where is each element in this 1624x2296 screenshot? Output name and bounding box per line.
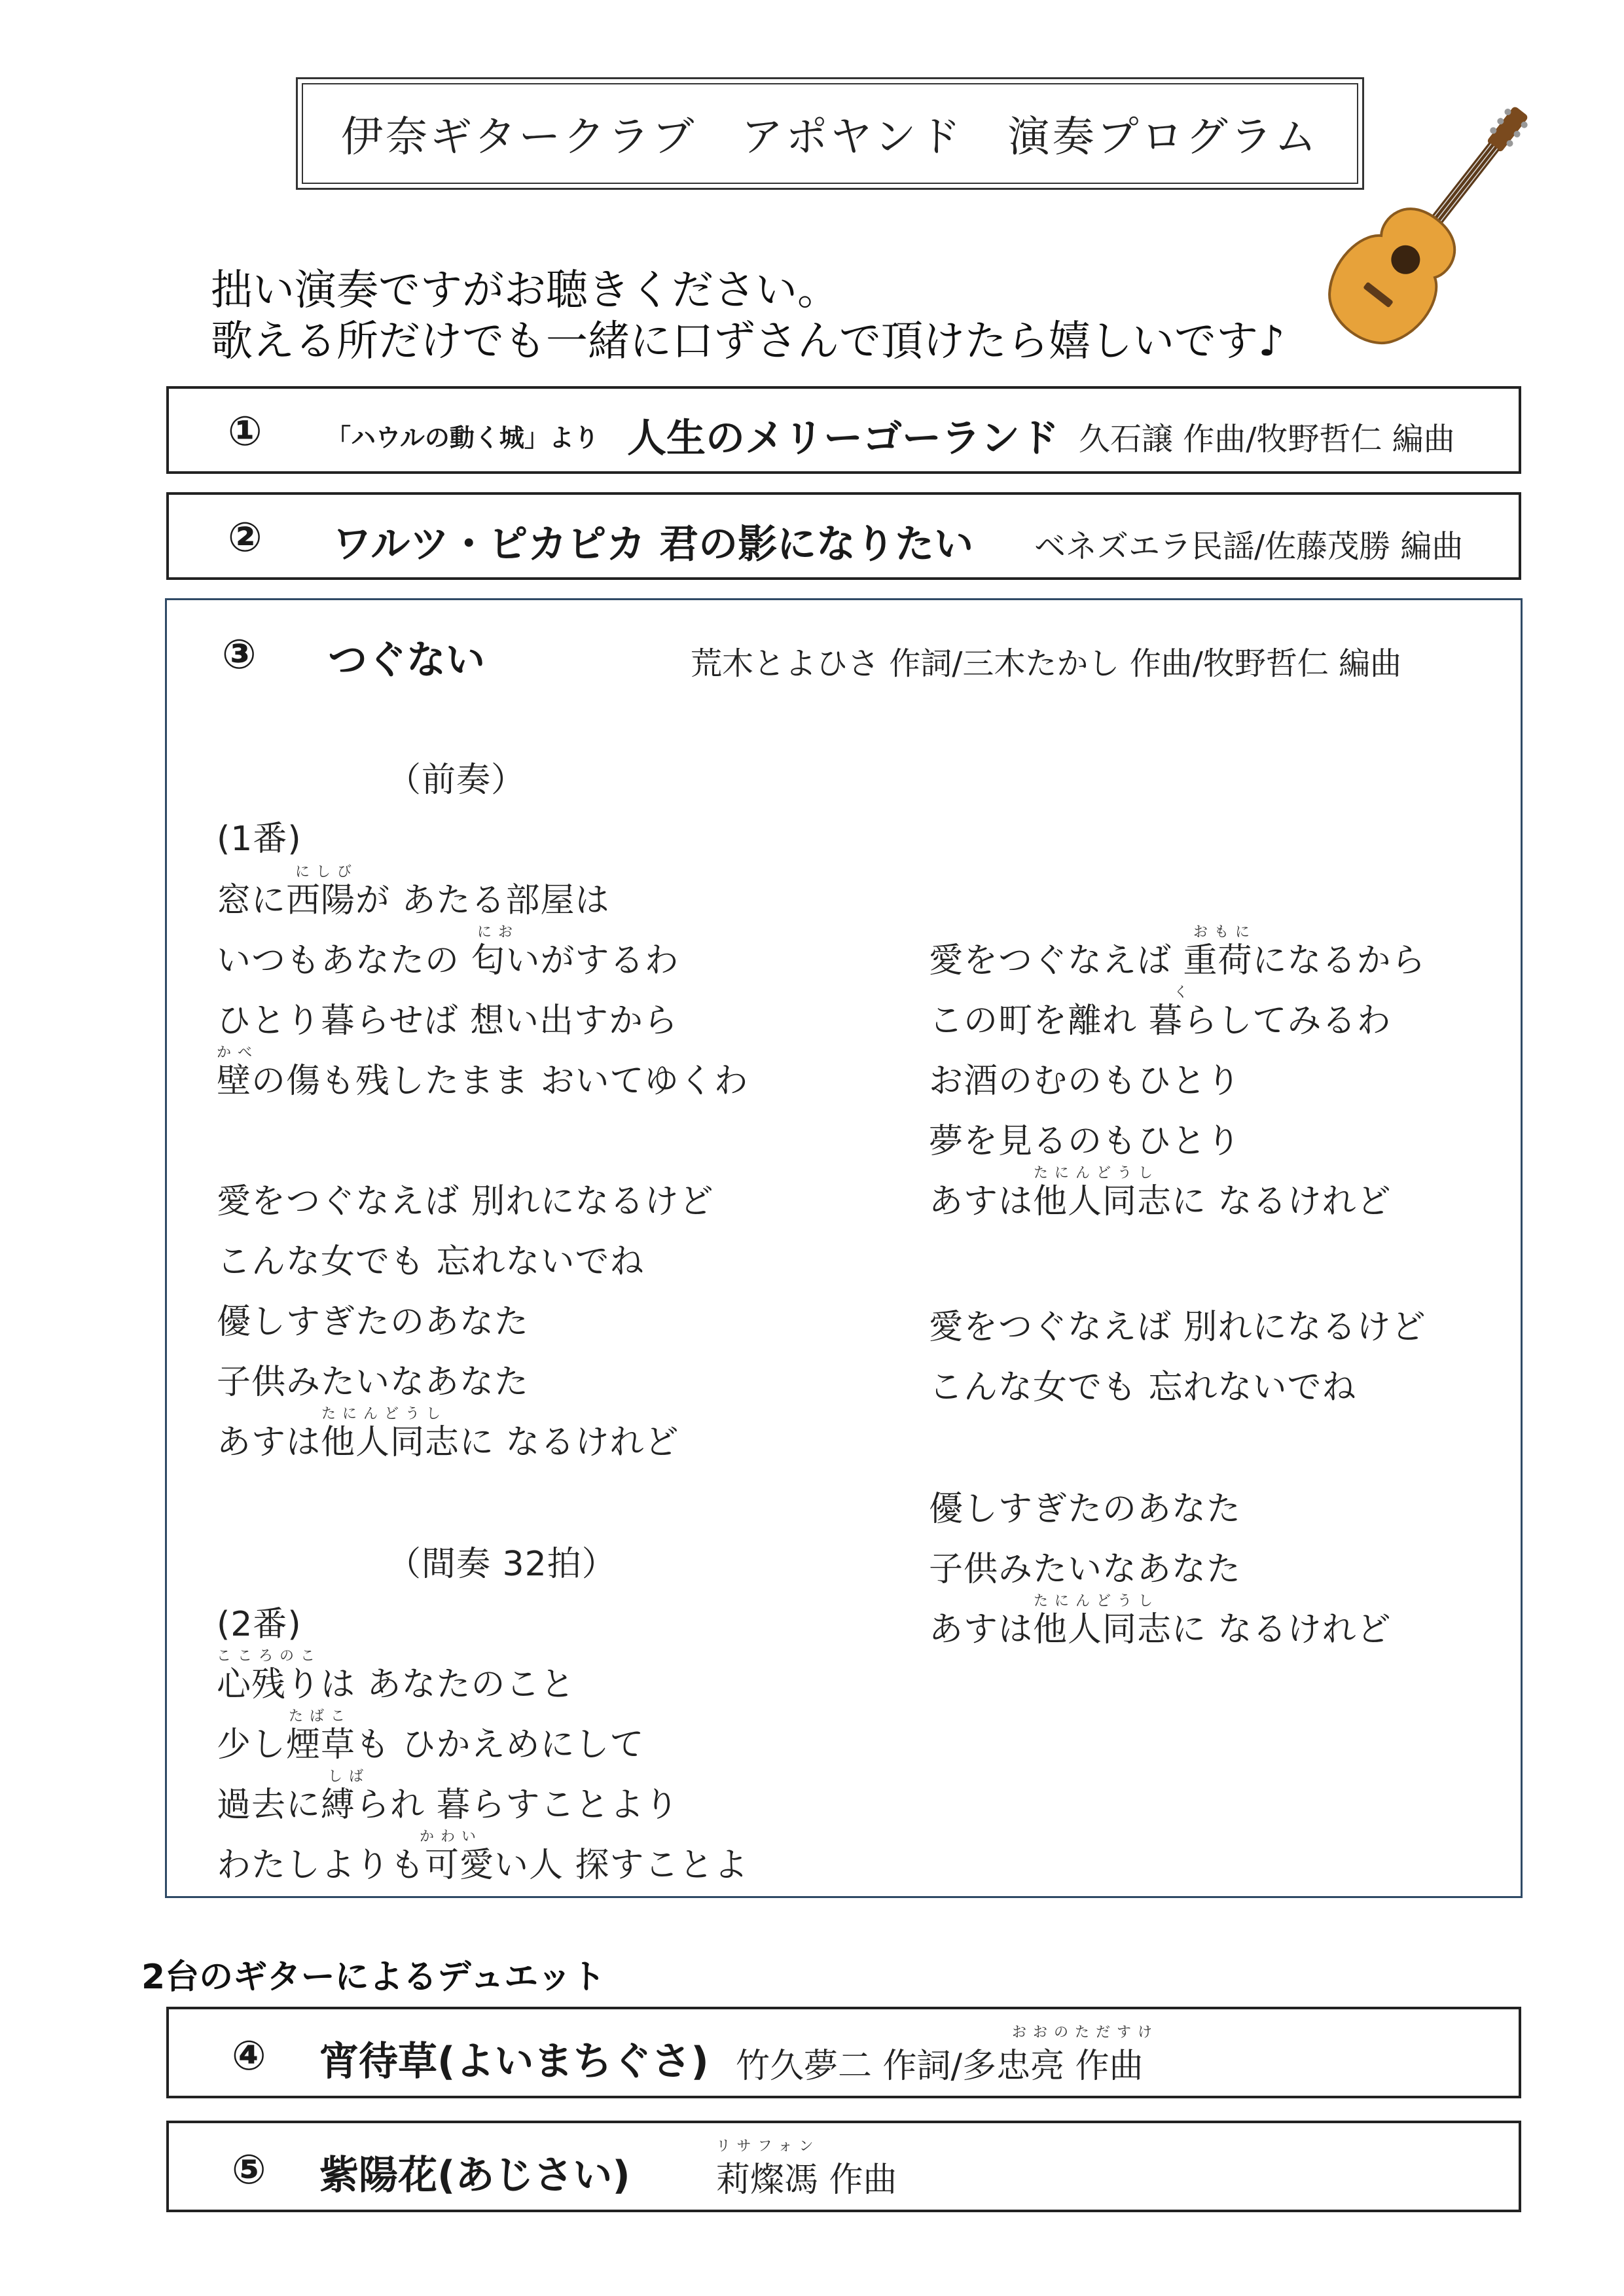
lyric-line: 心残りは あなたのこと	[217, 1665, 575, 1704]
lyric-line: こんな女でも 忘れないでね	[929, 1368, 1357, 1407]
lyric-line: あすは他人同志に なるけれど	[217, 1423, 679, 1462]
lyric-line: 愛をつぐなえば 別れになるけど	[929, 1308, 1426, 1347]
lyric-line: 窓に西陽が あたる部屋は	[217, 881, 610, 920]
lyric-line: 優しすぎたのあなた	[217, 1302, 530, 1342]
ruby-kokoronoko: こころのこ	[217, 1648, 322, 1664]
song-4-ruby: おおのただすけ	[1012, 2024, 1159, 2041]
lyric-line: 子供みたいなあなた	[217, 1363, 530, 1402]
song-2-title: ワルツ・ピカピカ 君の影になりたい	[333, 522, 974, 567]
song-3-credit: 荒木とよひさ 作詞/三木たかし 作曲/牧野哲仁 編曲	[691, 645, 1402, 682]
interlude-label: （間奏 32拍）	[387, 1545, 617, 1584]
song-1-number: ①	[228, 407, 262, 455]
guitar-icon	[1309, 92, 1545, 373]
song-5-ruby: リサフォン	[716, 2138, 820, 2155]
ruby-kabe: かべ	[217, 1045, 259, 1061]
ruby-tanindoushi: たにんどうし	[1034, 1593, 1160, 1609]
song-3-title: つぐない	[328, 637, 485, 683]
lyric-line: あすは他人同志に なるけれど	[929, 1182, 1392, 1221]
lyric-line: お酒のむのもひとり	[929, 1062, 1242, 1101]
song-2-box	[166, 492, 1521, 580]
song-1-box	[166, 386, 1521, 474]
ruby-tanindoushi: たにんどうし	[1034, 1165, 1160, 1181]
title-box	[296, 77, 1364, 190]
ruby-shiba: しば	[328, 1768, 370, 1785]
page-title: 伊奈ギタークラブ アポヤンド 演奏プログラム	[302, 83, 1358, 184]
song-2-number: ②	[228, 513, 262, 561]
lyric-line: 優しすぎたのあなた	[929, 1490, 1242, 1529]
song-2-credit: ベネズエラ民謡/佐藤茂勝 編曲	[1034, 528, 1464, 565]
verse-2-label: (2番)	[217, 1605, 302, 1644]
song-4-number: ④	[232, 2032, 266, 2079]
lyric-line: いつもあなたの 匂いがするわ	[217, 941, 679, 980]
song-4-box	[166, 2007, 1521, 2098]
lyric-line: 夢を見るのもひとり	[929, 1122, 1242, 1161]
song-5-credit: 莉燦馮 作曲	[716, 2161, 897, 2200]
song-1-title: 人生のメリーゴーランド	[627, 416, 1059, 461]
ruby-tabako: たばこ	[289, 1708, 352, 1725]
song-5-title: 紫陽花(あじさい)	[319, 2153, 630, 2198]
prelude-label: （前奏）	[387, 761, 526, 800]
intro-line-2: 歌える所だけでも一緒に口ずさんで頂けたら嬉しいです♪	[211, 317, 1285, 366]
lyric-line: ひとり暮らせば 想い出すから	[217, 1001, 678, 1041]
duet-heading: 2台のギターによるデュエット	[141, 1958, 606, 1997]
song-4-title: 宵待草(よいまちぐさ)	[319, 2039, 709, 2085]
ruby-omoni: おもに	[1193, 924, 1257, 941]
ruby-nishibi: にしび	[295, 864, 359, 880]
lyric-line: 過去に縛られ 暮らすことより	[217, 1785, 679, 1825]
lyric-line: 壁の傷も残したまま おいてゆくわ	[217, 1062, 749, 1101]
song-1-credit: 久石譲 作曲/牧野哲仁 編曲	[1079, 421, 1455, 457]
song-1-prefix: 「ハウルの動く城」より	[326, 423, 599, 452]
lyric-line: 少し煙草も ひかえめにして	[217, 1725, 645, 1765]
lyric-line: 愛をつぐなえば 別れになるけど	[217, 1182, 714, 1221]
ruby-ku: く	[1174, 984, 1195, 1001]
lyric-line: わたしよりも可愛い人 探すことよ	[217, 1846, 749, 1885]
lyric-line: 愛をつぐなえば 重荷になるから	[929, 941, 1426, 980]
lyric-line: こんな女でも 忘れないでね	[217, 1242, 645, 1282]
song-5-box	[166, 2121, 1521, 2212]
song-3-box	[165, 598, 1523, 1898]
lyric-line: あすは他人同志に なるけれど	[929, 1610, 1392, 1649]
verse-1-label: (1番)	[217, 819, 302, 859]
song-4-credit: 竹久夢二 作詞/多忠亮 作曲	[736, 2047, 1144, 2086]
song-5-number: ⑤	[232, 2145, 266, 2193]
ruby-nioi: にお	[477, 924, 520, 941]
lyric-line: この町を離れ 暮らしてみるわ	[929, 1001, 1392, 1041]
lyric-line: 子供みたいなあなた	[929, 1550, 1242, 1589]
ruby-tanindoushi: たにんどうし	[321, 1406, 448, 1422]
intro-line-1: 拙い演奏ですがお聴きください。	[211, 266, 839, 315]
ruby-kawai: かわい	[420, 1829, 483, 1845]
song-3-number: ③	[222, 630, 257, 678]
